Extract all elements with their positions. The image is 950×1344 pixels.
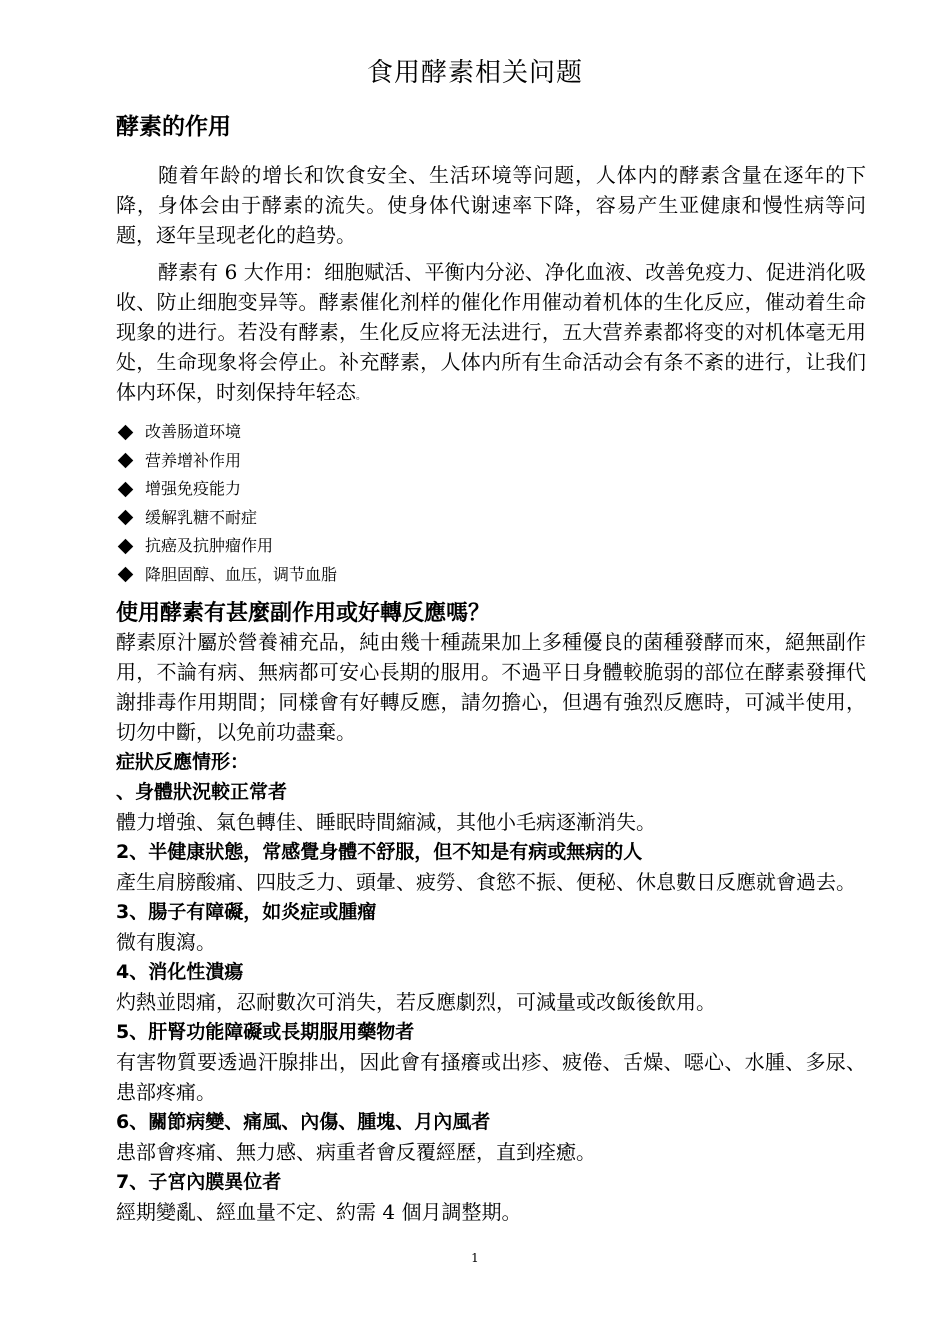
section-heading: 酵素的作用 [116,113,231,140]
list-item [116,561,866,590]
section-side-effects [116,596,866,627]
list-item-text: 增强免疫能力 [145,479,242,498]
list-item-text: 抗癌及抗肿瘤作用 [145,536,274,555]
item-label: 、身體狀況較正常者 [116,781,288,803]
symptoms-label: 症狀反應情形： [116,751,250,773]
paragraph-text: 随着年龄的增长和饮食安全、生活环境等问题，人体内的酵素含量在逐年的下降，身体会由于酵素的流失。使身体代谢速率下降，容易产生亚健康和慢性病等问题，逐年呈现老化的趋势。 [116,163,866,247]
diamond-bullet-icon [118,510,134,526]
item-desc: 產生肩膀酸痛、四肢乏力、頭暈、疲勞、食慾不振、便秘、休息數日反應就會過去。 [116,870,856,894]
item-label: 5、肝腎功能障礙或長期服用藥物者 [116,1021,415,1043]
item-desc: 有害物質要透過汗腺排出，因此會有搔癢或出疹、疲倦、舌燥、噁心、水腫、多尿、患部疼痛。 [116,1050,866,1104]
list-item [116,532,866,561]
item-label: 7、子宮內膜異位者 [116,1171,282,1193]
list-item [116,418,866,447]
item-label: 3、腸子有障礙，如炎症或腫瘤 [116,901,377,923]
diamond-bullet-icon [118,453,134,469]
item-desc: 微有腹瀉。 [116,930,216,954]
list-item [116,504,866,533]
list-item-text: 缓解乳糖不耐症 [145,507,258,527]
section1-body [116,160,866,589]
paragraph-text: 酵素有 6 大作用：细胞赋活、平衡内分泌、净化血液、改善免疫力、促进消化吸收、防止细胞变异等。酵素催化剂样的催化作用催动着机体的生化反应，催动着生命现象的进行。若没有酵素，生化反应将无法进行，五大营养素都将变的对机体毫无用处，生命现象将会停止。补充酵素，人体内所有生命活动会有条不紊的进行，让我们体内环保，时刻保持年轻态 [116,260,866,404]
paragraph: 酵素原汁屬於營養補充品，純由幾十種蔬果加上多種優良的菌種發酵而來，絕無副作用，不論有病、無病都可安心長期的服用。不過平日身體較脆弱的部位在酵素發揮代謝排毒作用期間；同樣會有好轉反應，請勿擔心，但遇有強烈反應時，可減半使用，切勿中斷，以免前功盡棄。 [116,630,866,744]
section2-body [116,627,866,1227]
list-item-text: 降胆固醇、血压，调节血脂 [145,564,338,584]
item-label: 6、關節病變、痛風、內傷、腫塊、月內風者 [116,1111,491,1133]
section-enzyme-functions [116,108,866,141]
list-item-text: 营养增补作用 [145,450,242,470]
item-desc: 經期變亂、經血量不定、約需 4 個月調整期。 [116,1200,522,1224]
document-title: 食用酵素相关问题 [366,58,583,88]
item-label: 2、半健康狀態，常感覺身體不舒服，但不知是有病或無病的人 [116,841,643,863]
item-desc: 體力增強、氣色轉佳、睡眠時間縮減，其他小毛病逐漸消失。 [116,810,656,834]
list-item-text: 改善肠道环境 [145,422,242,441]
diamond-bullet-icon [118,538,134,554]
page-number: 1 [471,1251,479,1265]
paragraph-end-mark: 。 [356,391,366,402]
item-desc: 灼熱並悶痛，忍耐數次可消失，若反應劇烈，可減量或改飯後飲用。 [116,990,716,1014]
item-desc: 患部會疼痛、無力感、病重者會反覆經歷，直到痊癒。 [116,1140,596,1164]
item-label: 4、消化性潰瘍 [116,961,244,983]
diamond-bullet-icon [118,424,134,440]
benefit-list [116,418,866,589]
diamond-bullet-icon [118,481,134,497]
list-item [116,447,866,476]
diamond-bullet-icon [118,567,134,583]
paragraph [116,257,866,412]
section-heading: 使用酵素有甚麼副作用或好轉反應嗎？ [116,601,491,626]
list-item [116,475,866,504]
paragraph [116,160,866,250]
